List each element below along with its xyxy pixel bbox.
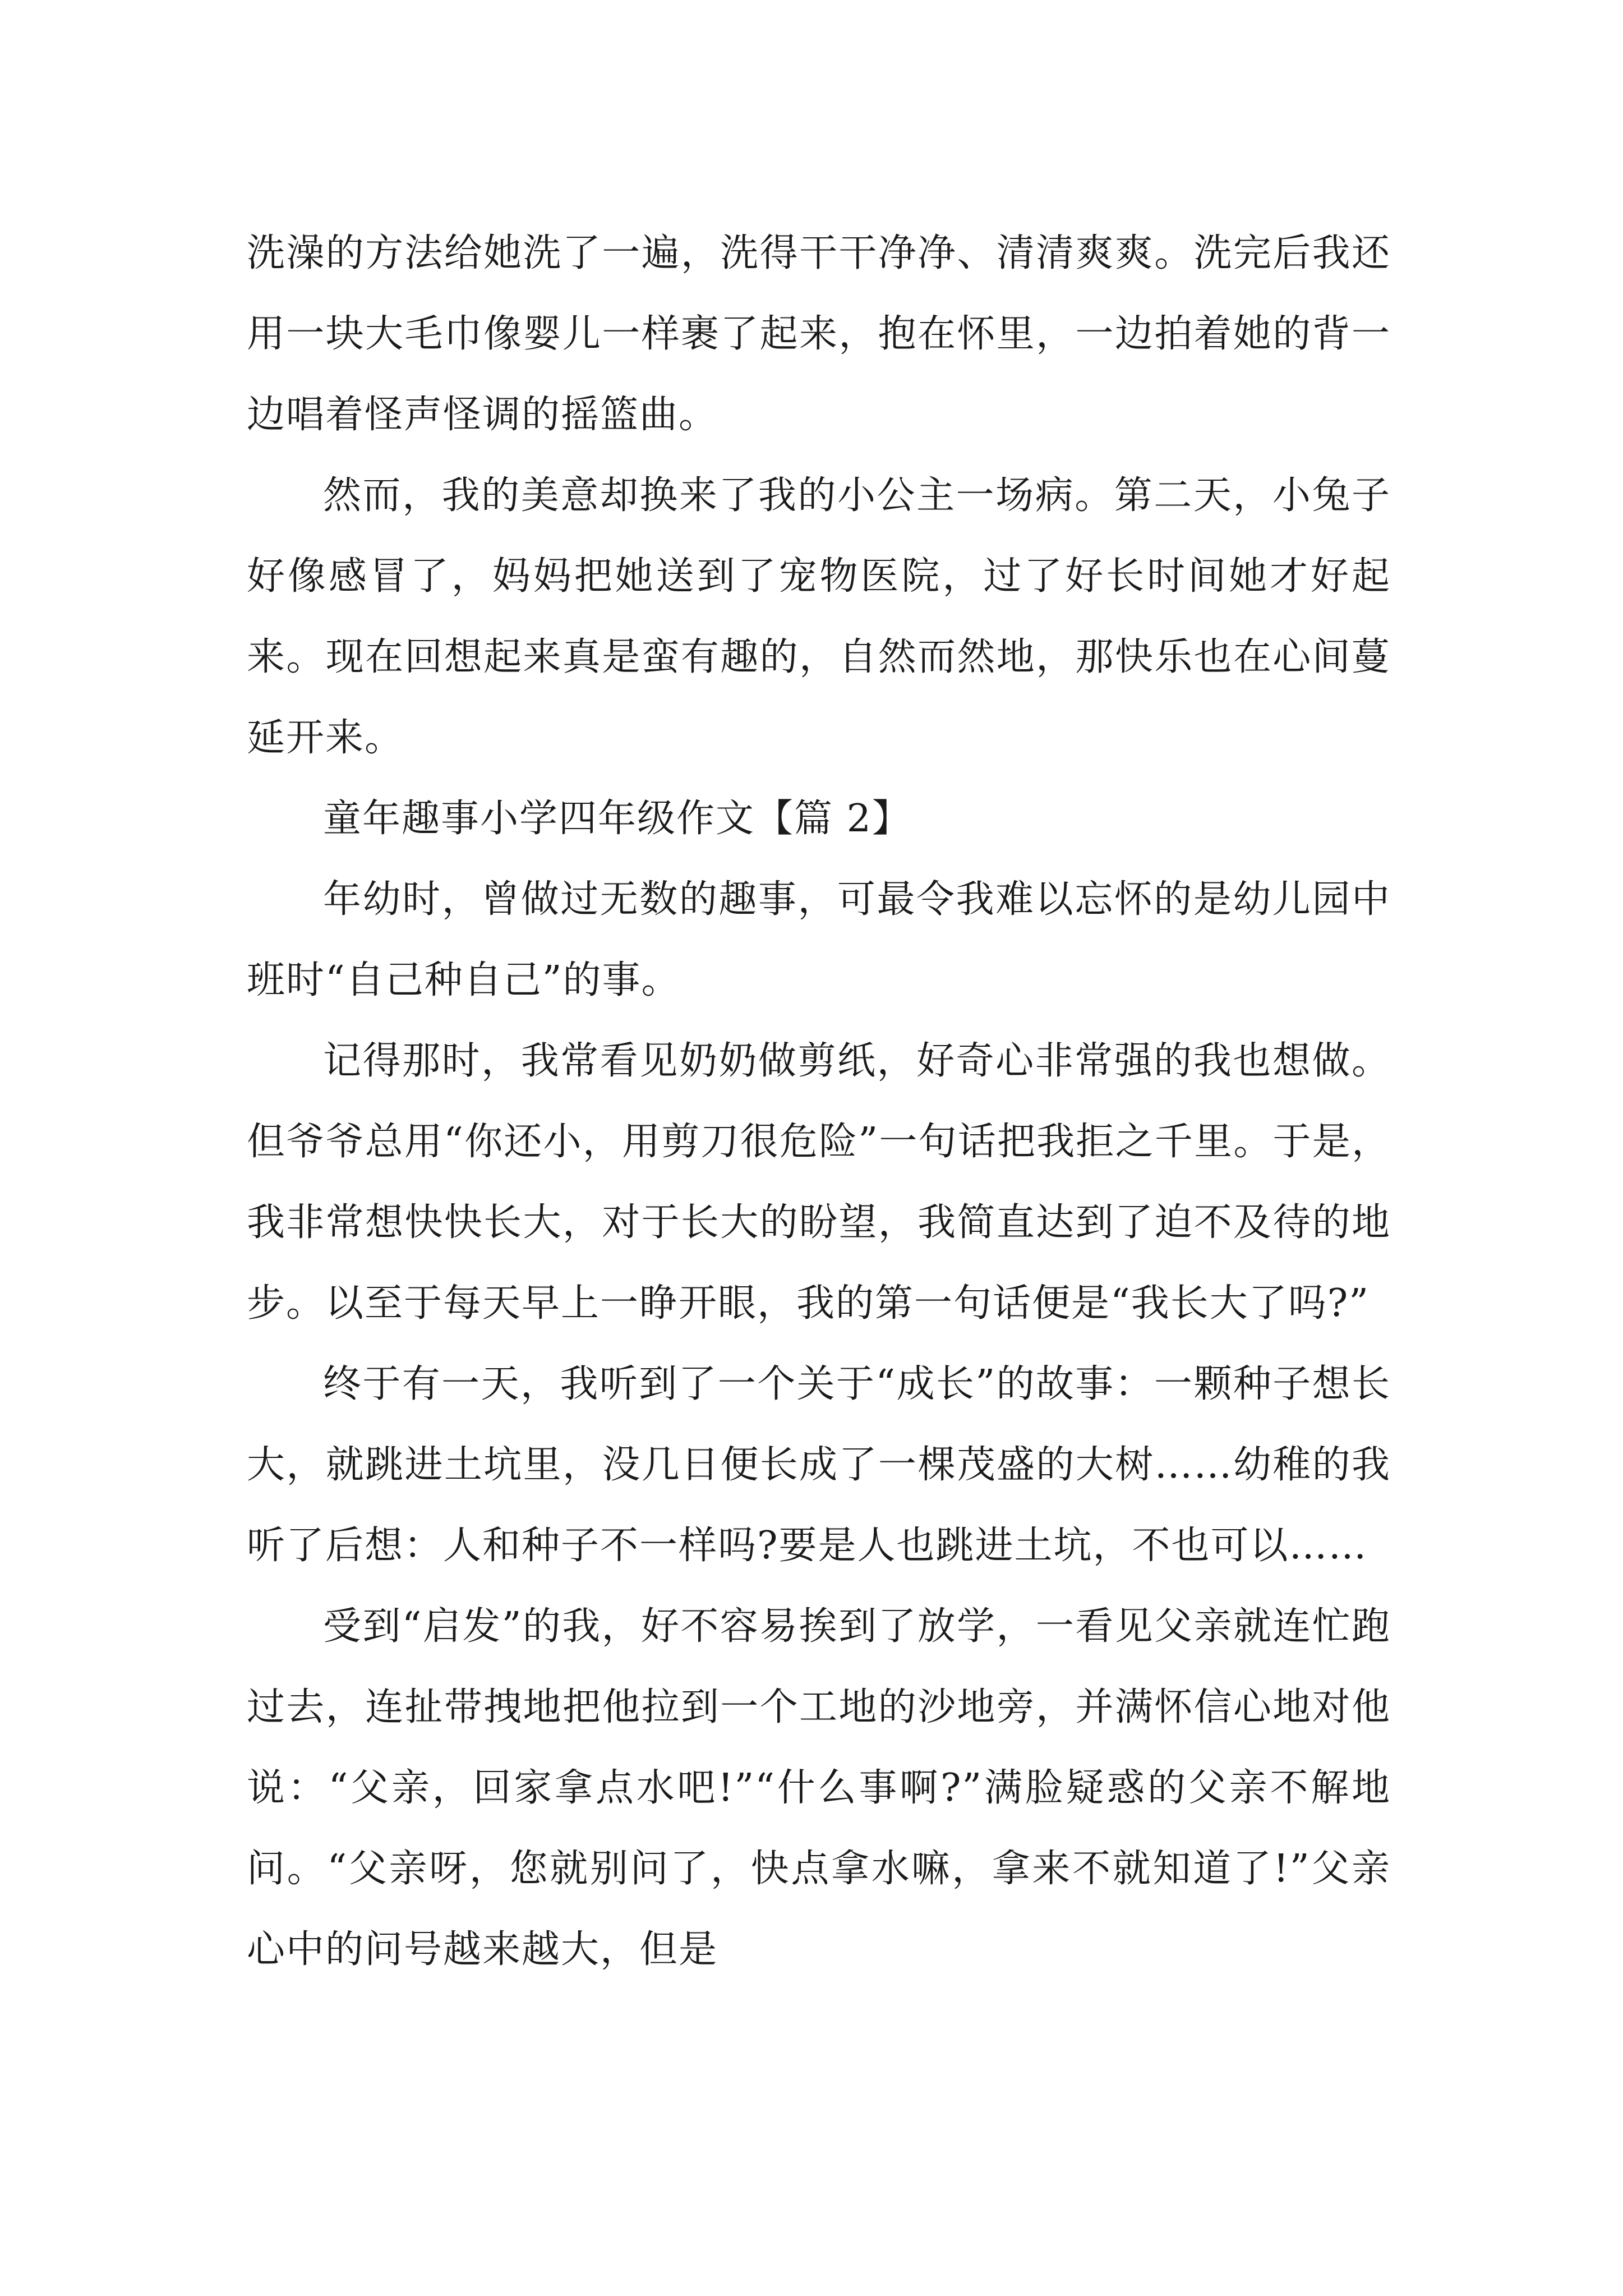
paragraph: 记得那时，我常看见奶奶做剪纸，好奇心非常强的我也想做。但爷爷总用“你还小，用剪刀很危险”一句话把我拒之千里。于是，我非常想快快长大，对于长大的盼望，我简直达到了迫不及待的地步。以至于每天早上一睁开眼，我的第一句话便是“我长大了吗?” (247, 1039, 1391, 1326)
paragraph: 然而，我的美意却换来了我的小公主一场病。第二天，小兔子好像感冒了，妈妈把她送到了宠物医院，过了好长时间她才好起来。现在回想起来真是蛮有趣的，自然而然地，那快乐也在心间蔓延开来。 (247, 473, 1391, 760)
paragraph: 终于有一天，我听到了一个关于“成长”的故事：一颗种子想长大，就跳进土坑里，没几日便长成了一棵茂盛的大树……幼稚的我听了后想：人和种子不一样吗?要是人也跳进土坑，不也可以…… (247, 1362, 1391, 1568)
paragraph: 受到“启发”的我，好不容易挨到了放学，一看见父亲就连忙跑过去，连扯带拽地把他拉到一个工地的沙地旁，并满怀信心地对他说：“父亲，回家拿点水吧!”“什么事啊?”满脸疑惑的父亲不解地问。“父亲呀，您就别问了，快点拿水嘛，拿来不就知道了!”父亲心中的问号越来越大，但是 (247, 1604, 1391, 1972)
document-body (247, 213, 1391, 1990)
paragraph-continued: 洗澡的方法给她洗了一遍，洗得干干净净、清清爽爽。洗完后我还用一块大毛巾像婴儿一样裹了起来，抱在怀里，一边拍着她的背一边唱着怪声怪调的摇篮曲。 (247, 231, 1391, 437)
section-heading: 童年趣事小学四年级作文【篇 2】 (323, 797, 911, 841)
paragraph: 年幼时，曾做过无数的趣事，可最令我难以忘怀的是幼儿园中班时“自己种自己”的事。 (247, 877, 1391, 1002)
